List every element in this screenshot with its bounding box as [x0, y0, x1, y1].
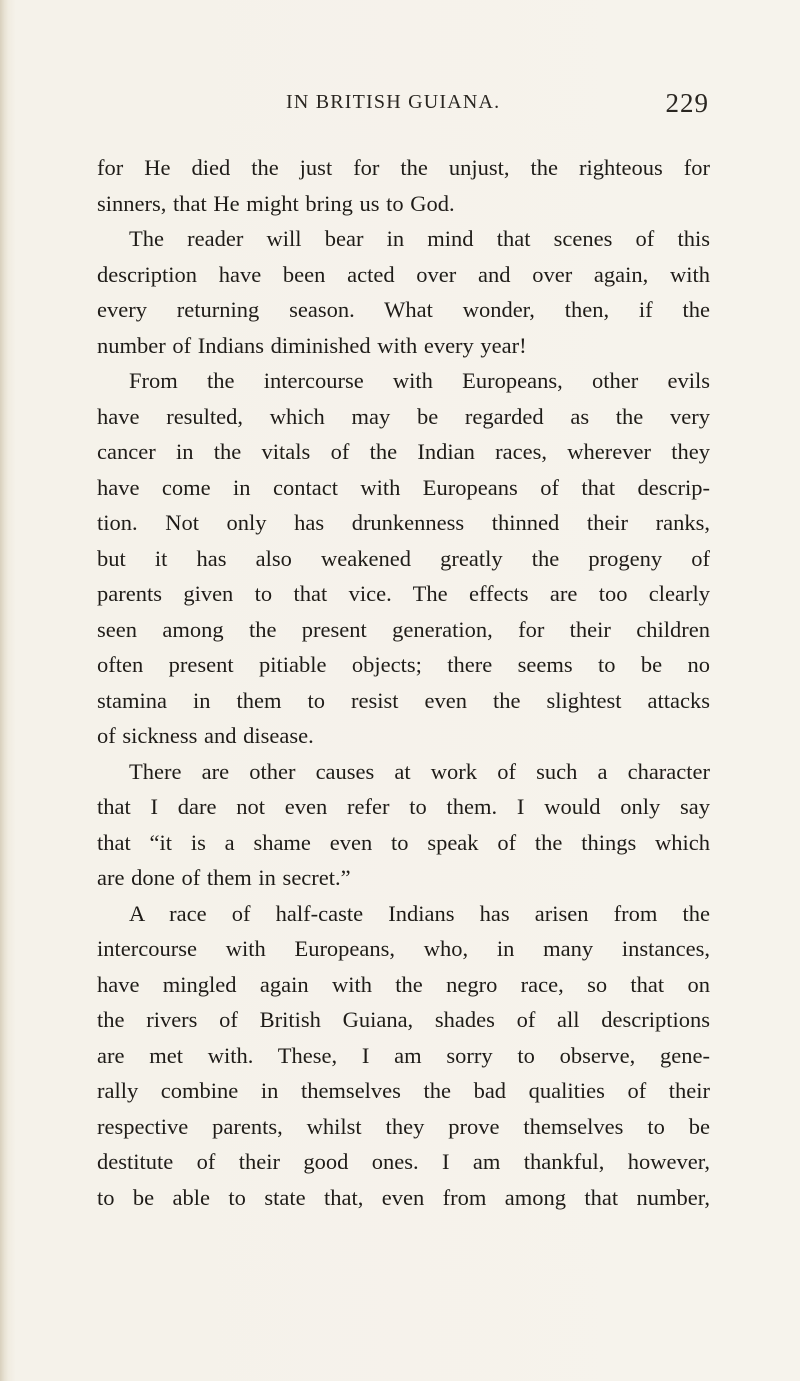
page-binding-edge: [0, 0, 8, 1381]
text-line: rally combine in themselves the bad qualities of their: [97, 1078, 710, 1103]
text-line: destitute of their good ones. I am thankful, however,: [97, 1149, 710, 1174]
running-head: [0, 88, 800, 121]
text-line: intercourse with Europeans, who, in many instances,: [97, 936, 710, 961]
text-line: but it has also weakened greatly the progeny of: [97, 545, 710, 571]
text-line: have mingled again with the negro race, so that on: [97, 971, 710, 997]
text-line: cancer in the vitals of the Indian races, wherever they: [97, 439, 710, 464]
text-line: have come in contact with Europeans of that descrip-: [97, 474, 710, 500]
text-line: often present pitiable objects; there seems to be no: [97, 652, 710, 677]
text-line: that “it is a shame even to speak of the things which: [97, 829, 710, 855]
text-line: respective parents, whilst they prove themselves to be: [97, 1113, 710, 1139]
text-line: seen among the present generation, for their children: [97, 616, 710, 642]
text-line: are met with. These, I am sorry to observe, gene-: [97, 1042, 710, 1068]
text-line: the rivers of British Guiana, shades of all descriptions: [97, 1007, 710, 1032]
running-head-title: IN BRITISH GUIANA.: [286, 91, 501, 113]
text-line: of sickness and disease.: [97, 723, 314, 748]
text-line: number of Indians diminished with every year!: [97, 332, 527, 358]
text-line: The reader will bear in mind that scenes of this: [129, 226, 710, 251]
text-line: description have been acted over and over again, with: [97, 261, 710, 287]
text-line: to be able to state that, even from among that number,: [97, 1184, 710, 1210]
text-line: stamina in them to resist even the slightest attacks: [97, 687, 710, 713]
text-line: A race of half-caste Indians has arisen from the: [129, 900, 710, 926]
text-line: There are other causes at work of such a character: [129, 758, 710, 784]
page-number: 229: [665, 88, 709, 118]
text-line: that I dare not even refer to them. I would only say: [97, 794, 710, 819]
text-line: every returning season. What wonder, then, if the: [97, 297, 710, 322]
text-line: From the intercourse with Europeans, other evils: [129, 368, 710, 393]
body-text: [97, 150, 710, 1215]
text-line: have resulted, which may be regarded as the very: [97, 403, 710, 429]
text-line: for He died the just for the unjust, the righteous for: [97, 155, 710, 180]
text-line: sinners, that He might bring us to God.: [97, 190, 455, 216]
text-line: are done of them in secret.”: [97, 865, 351, 890]
text-line: tion. Not only has drunkenness thinned their ranks,: [97, 510, 710, 535]
text-line: parents given to that vice. The effects are too clearly: [97, 581, 710, 606]
